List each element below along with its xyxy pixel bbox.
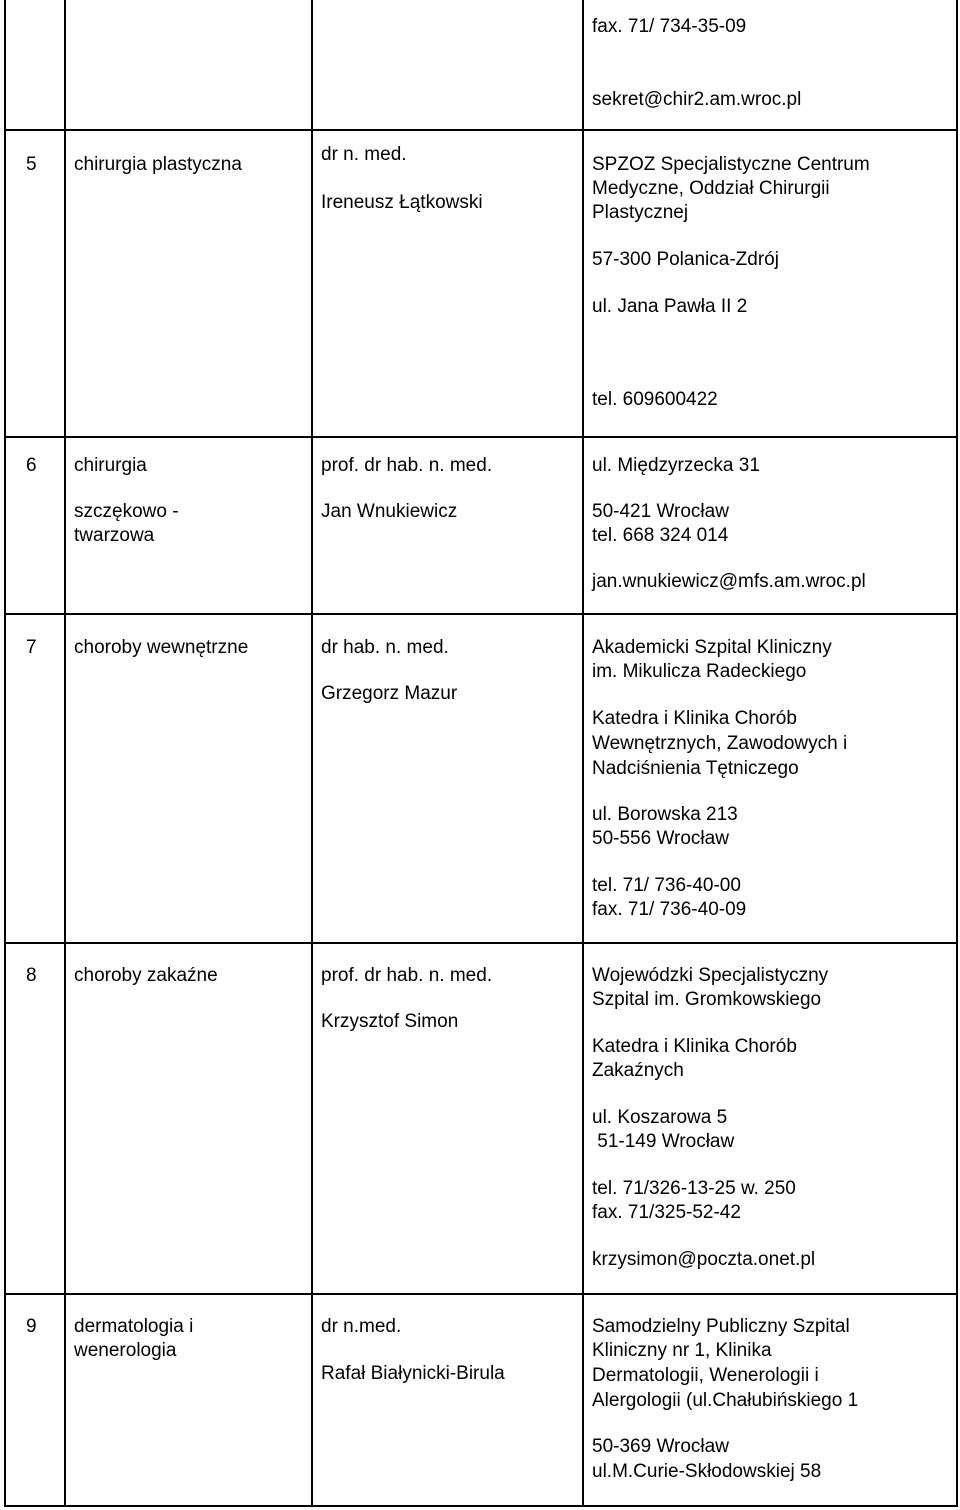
specialty-line: chirurgia (74, 455, 147, 476)
address-line: Zakaźnych (592, 1060, 684, 1081)
address-line: fax. 71/ 734-35-09 (592, 16, 747, 37)
address-line: Samodzielny Publiczny Szpital (592, 1316, 850, 1337)
address-line: Katedra i Klinika Chorób (592, 1036, 797, 1057)
column-divider-2 (311, 0, 313, 1507)
row-number: 9 (26, 1316, 37, 1337)
row-number: 8 (26, 965, 37, 986)
row-divider (4, 436, 958, 438)
address-line: ul. Koszarowa 5 (592, 1107, 728, 1128)
column-divider-3 (582, 0, 584, 1507)
address-line: Medyczne, Oddział Chirurgii (592, 178, 830, 199)
table-border-left (4, 0, 6, 1507)
consultant-name: Rafał Białynicki-Birula (321, 1363, 505, 1384)
address-line: ul. Borowska 213 (592, 804, 738, 825)
address-line: Nadciśnienia Tętniczego (592, 758, 799, 779)
consultant-title: prof. dr hab. n. med. (321, 455, 493, 476)
email-line: krzysimon@poczta.onet.pl (592, 1249, 816, 1270)
specialty-line: twarzowa (74, 525, 155, 546)
email-line: jan.wnukiewicz@mfs.am.wroc.pl (592, 571, 866, 592)
address-line: Dermatologii, Wenerologii i (592, 1365, 819, 1386)
address-line: Plastycznej (592, 202, 689, 223)
row-divider (4, 129, 958, 131)
row-divider (4, 613, 958, 615)
consultant-name: Grzegorz Mazur (321, 683, 458, 704)
address-line: Wojewódzki Specjalistyczny (592, 965, 829, 986)
table-border-bottom (4, 1505, 958, 1507)
email-line: sekret@chir2.am.wroc.pl (592, 89, 802, 110)
specialty-line: dermatologia i (74, 1316, 194, 1337)
address-line: 50-556 Wrocław (592, 828, 729, 849)
consultant-title: dr hab. n. med. (321, 637, 449, 658)
consultant-title: dr n. med. (321, 144, 407, 165)
address-line: 50-369 Wrocław (592, 1436, 729, 1457)
address-line: SPZOZ Specjalistyczne Centrum (592, 154, 870, 175)
phone-line: tel. 71/ 736-40-00 (592, 875, 741, 896)
address-line: Szpital im. Gromkowskiego (592, 989, 822, 1010)
address-line: 57-300 Polanica-Zdrój (592, 249, 779, 270)
consultant-name: Jan Wnukiewicz (321, 501, 458, 522)
consultant-name: Ireneusz Łątkowski (321, 192, 483, 213)
phone-line: tel. 71/326-13-25 w. 250 (592, 1178, 796, 1199)
row-number: 5 (26, 154, 37, 175)
phone-line: tel. 668 324 014 (592, 525, 729, 546)
phone-line: tel. 609600422 (592, 389, 718, 410)
row-number: 7 (26, 637, 37, 658)
address-line: Wewnętrznych, Zawodowych i (592, 733, 848, 754)
table-border-right (956, 0, 958, 1507)
specialty-line: choroby wewnętrzne (74, 637, 249, 658)
column-divider-1 (64, 0, 66, 1507)
address-line: ul. Jana Pawła II 2 (592, 296, 748, 317)
address-line: Katedra i Klinika Chorób (592, 708, 797, 729)
address-line: Akademicki Szpital Kliniczny (592, 637, 832, 658)
fax-line: fax. 71/325-52-42 (592, 1202, 741, 1223)
fax-line: fax. 71/ 736-40-09 (592, 899, 747, 920)
address-line: ul.M.Curie-Skłodowskiej 58 (592, 1461, 822, 1482)
specialty-line: chirurgia plastyczna (74, 154, 242, 175)
consultant-title: prof. dr hab. n. med. (321, 965, 493, 986)
consultant-name: Krzysztof Simon (321, 1011, 459, 1032)
consultant-title: dr n.med. (321, 1316, 402, 1337)
address-line: ul. Międzyrzecka 31 (592, 455, 760, 476)
specialty-line: choroby zakaźne (74, 965, 218, 986)
address-line: Kliniczny nr 1, Klinika (592, 1340, 772, 1361)
address-line: 51-149 Wrocław (592, 1131, 735, 1152)
specialty-line: wenerologia (74, 1340, 177, 1361)
row-divider (4, 942, 958, 944)
row-number: 6 (26, 455, 37, 476)
address-line: Alergologii (ul.Chałubińskiego 1 (592, 1390, 859, 1411)
address-line: 50-421 Wrocław (592, 501, 729, 522)
address-line: im. Mikulicza Radeckiego (592, 661, 807, 682)
specialty-line: szczękowo - (74, 501, 179, 522)
row-divider (4, 1293, 958, 1295)
